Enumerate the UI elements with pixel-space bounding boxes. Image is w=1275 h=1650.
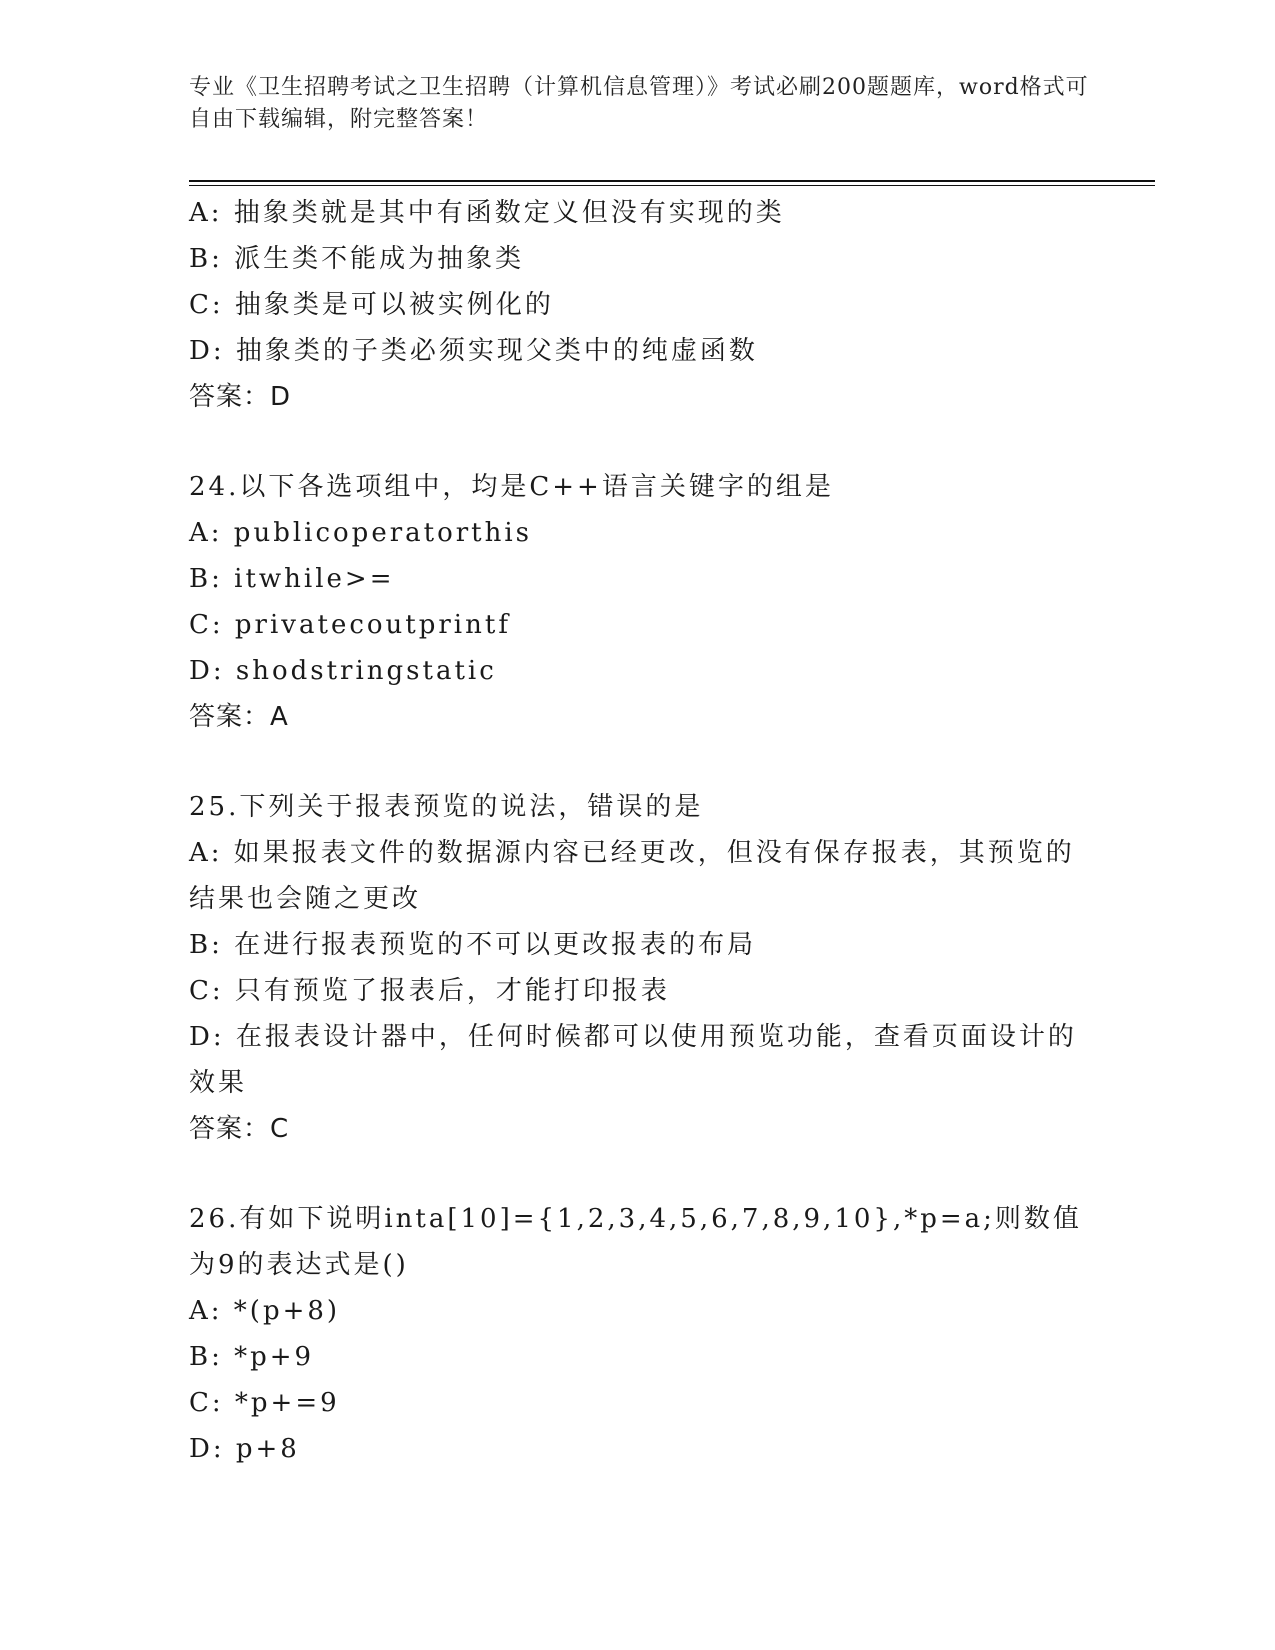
option-c: C: 只有预览了报表后，才能打印报表	[189, 976, 670, 1006]
answer: 答案：D	[189, 382, 292, 412]
document-body	[189, 190, 1089, 1472]
answer: 答案：A	[189, 702, 289, 732]
document-header: 专业《卫生招聘考试之卫生招聘（计算机信息管理）》考试必刷200题题库，word格式可自由下载编辑，附完整答案！	[189, 75, 1089, 132]
option-d: D: shodstringstatic	[189, 656, 497, 686]
question-26	[189, 1196, 1089, 1472]
question-23	[189, 190, 1089, 420]
question-text: 26.有如下说明inta[10]={1,2,3,4,5,6,7,8,9,10},*p=a;则数值为9的表达式是()	[189, 1204, 1082, 1280]
option-a: A: 如果报表文件的数据源内容已经更改，但没有保存报表，其预览的结果也会随之更改	[189, 838, 1075, 914]
option-d: D: 抽象类的子类必须实现父类中的纯虚函数	[189, 336, 758, 366]
option-d: D: p+8	[189, 1434, 300, 1464]
answer: 答案：C	[189, 1114, 290, 1144]
option-d: D: 在报表设计器中，任何时候都可以使用预览功能，查看页面设计的效果	[189, 1022, 1077, 1098]
question-text: 24.以下各选项组中，均是C++语言关键字的组是	[189, 472, 834, 502]
option-c: C: privatecoutprintf	[189, 610, 511, 640]
option-b: B: 在进行报表预览的不可以更改报表的布局	[189, 930, 757, 960]
question-25	[189, 784, 1089, 1152]
option-b: B: itwhile>=	[189, 564, 395, 594]
option-b: B: 派生类不能成为抽象类	[189, 244, 525, 274]
header-rule-thick	[189, 180, 1155, 182]
option-c: C: 抽象类是可以被实例化的	[189, 290, 554, 320]
option-a: A: *(p+8)	[189, 1296, 341, 1326]
option-b: B: *p+9	[189, 1342, 315, 1372]
question-24	[189, 464, 1089, 740]
option-a: A: 抽象类就是其中有函数定义但没有实现的类	[189, 198, 785, 228]
option-a: A: publicoperatorthis	[189, 518, 533, 548]
question-text: 25.下列关于报表预览的说法，错误的是	[189, 792, 704, 822]
option-c: C: *p+=9	[189, 1388, 340, 1418]
header-rule-thin	[189, 185, 1155, 186]
